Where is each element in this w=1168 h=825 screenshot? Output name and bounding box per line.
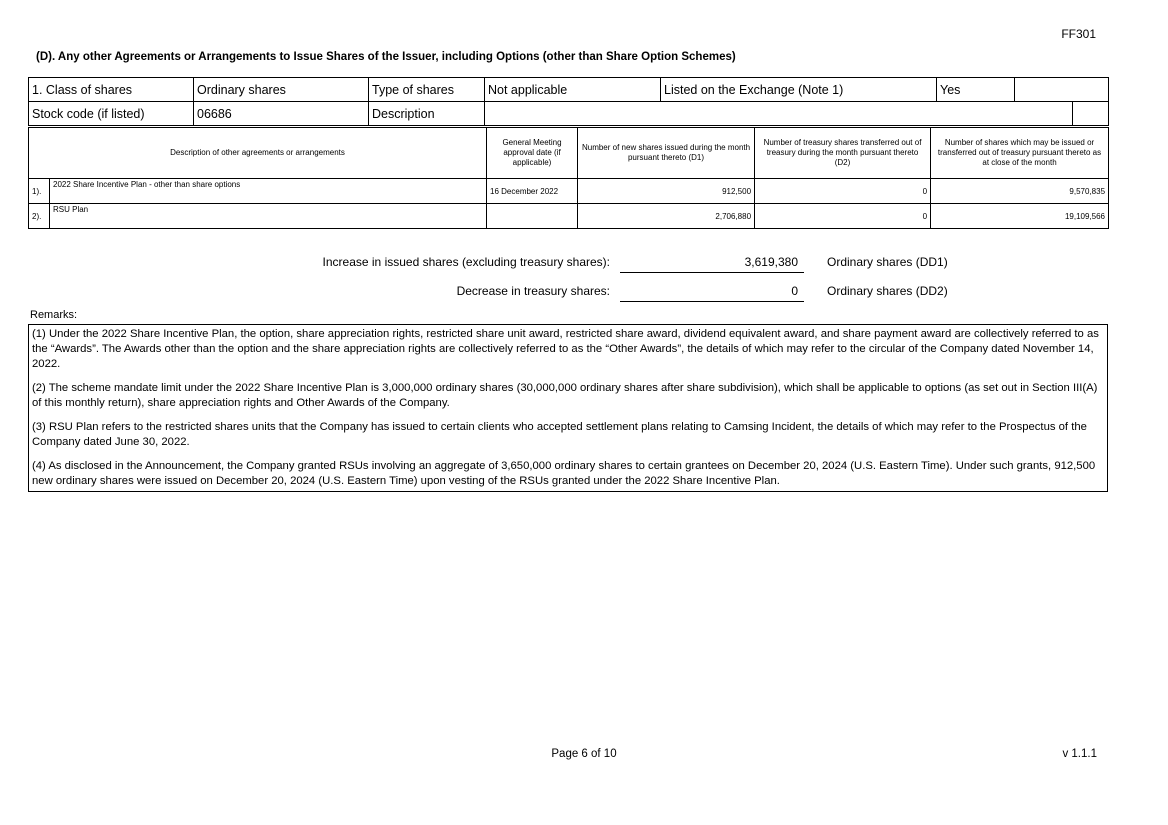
remark-item: (2) The scheme mandate limit under the 2022 Share Incentive Plan is 3,000,000 ordinary shares (30,000,000 ordinary shares after share subdivision), which shall be applicable to options (as set out in Section III(A) of this monthly return), share appreciation rights and Other Awards of the Company. — [32, 382, 1098, 409]
row-treasury-transferred: 0 — [755, 179, 931, 204]
page-number: Page 6 of 10 — [551, 748, 617, 760]
increase-label: Increase in issued shares (excluding treasury shares): — [322, 255, 610, 269]
row-index: 1). — [29, 179, 50, 204]
listed-on-exchange-value: Yes — [937, 78, 1015, 102]
remarks-label: Remarks: — [30, 309, 78, 321]
table-row — [29, 179, 1109, 204]
increase-unit: Ordinary shares (DD1) — [827, 255, 948, 269]
decrease-value: 0 — [620, 284, 804, 302]
listed-on-exchange-label: Listed on the Exchange (Note 1) — [661, 78, 937, 102]
header-treasury-transferred: Number of treasury shares transferred out of treasury during the month pursuant thereto (D2) — [755, 128, 931, 179]
form-code: FF301 — [1061, 27, 1096, 41]
stock-code-label: Stock code (if listed) — [29, 102, 194, 126]
decrease-unit: Ordinary shares (DD2) — [827, 284, 948, 298]
remark-item: (3) RSU Plan refers to the restricted shares units that the Company has issued to certain clients who accepted settlement plans relating to Camsing Incident, the details of which may refer to the Prospectus of the Company dated June 30, 2022. — [32, 421, 1087, 448]
section-title: (D). Any other Agreements or Arrangements to Issue Shares of the Issuer, including Options (other than Share Option Schemes) — [36, 51, 736, 63]
description-value — [485, 102, 1073, 126]
version-label: v 1.1.1 — [1062, 748, 1097, 760]
row-may-be-issued: 9,570,835 — [931, 179, 1109, 204]
row-description: 2022 Share Incentive Plan - other than share options — [50, 179, 487, 204]
description-extra-cell — [1073, 102, 1109, 126]
listed-extra-cell — [1015, 78, 1109, 102]
row-new-shares: 912,500 — [578, 179, 755, 204]
arrangements-table — [28, 127, 1109, 229]
header-may-be-issued: Number of shares which may be issued or transferred out of treasury pursuant thereto as at close of the month — [931, 128, 1109, 179]
table-row — [29, 204, 1109, 229]
header-description: Description of other agreements or arrangements — [29, 128, 487, 179]
row-approval-date — [487, 204, 578, 229]
class-of-shares-label: 1. Class of shares — [29, 78, 194, 102]
remark-item: (4) As disclosed in the Announcement, the Company granted RSUs involving an aggregate of 3,650,000 ordinary shares to certain grantees on December 20, 2024 (U.S. Eastern Time). Under such grants, 912,500 new ordinary shares were issued on December 20, 2024 (U.S. Eastern Time) upon vesting of the RSUs granted under the 2022 Share Incentive Plan. — [32, 460, 1096, 487]
stock-code-value: 06686 — [194, 102, 369, 126]
remark-item: (1) Under the 2022 Share Incentive Plan, the option, share appreciation rights, restricted share unit award, restricted share award, dividend equivalent award, and share payment award are collectively referred to as the “Awards”. The Awards other than the option and the share appreciation rights are collectively referred to as the “Other Awards”, the details of which may refer to the circular of the Company dated November 14, 2022. — [32, 328, 1099, 370]
decrease-label: Decrease in treasury shares: — [456, 284, 610, 298]
share-info-table — [28, 77, 1109, 126]
remarks-box — [28, 324, 1108, 492]
row-description: RSU Plan — [50, 204, 487, 229]
row-may-be-issued: 19,109,566 — [931, 204, 1109, 229]
increase-value: 3,619,380 — [620, 255, 804, 273]
row-approval-date: 16 December 2022 — [487, 179, 578, 204]
type-of-shares-value: Not applicable — [485, 78, 661, 102]
row-index: 2). — [29, 204, 50, 229]
row-treasury-transferred: 0 — [755, 204, 931, 229]
header-new-shares: Number of new shares issued during the month pursuant thereto (D1) — [578, 128, 755, 179]
class-of-shares-value: Ordinary shares — [194, 78, 369, 102]
row-new-shares: 2,706,880 — [578, 204, 755, 229]
type-of-shares-label: Type of shares — [369, 78, 485, 102]
header-approval-date: General Meeting approval date (if applicable) — [487, 128, 578, 179]
description-label: Description — [369, 102, 485, 126]
